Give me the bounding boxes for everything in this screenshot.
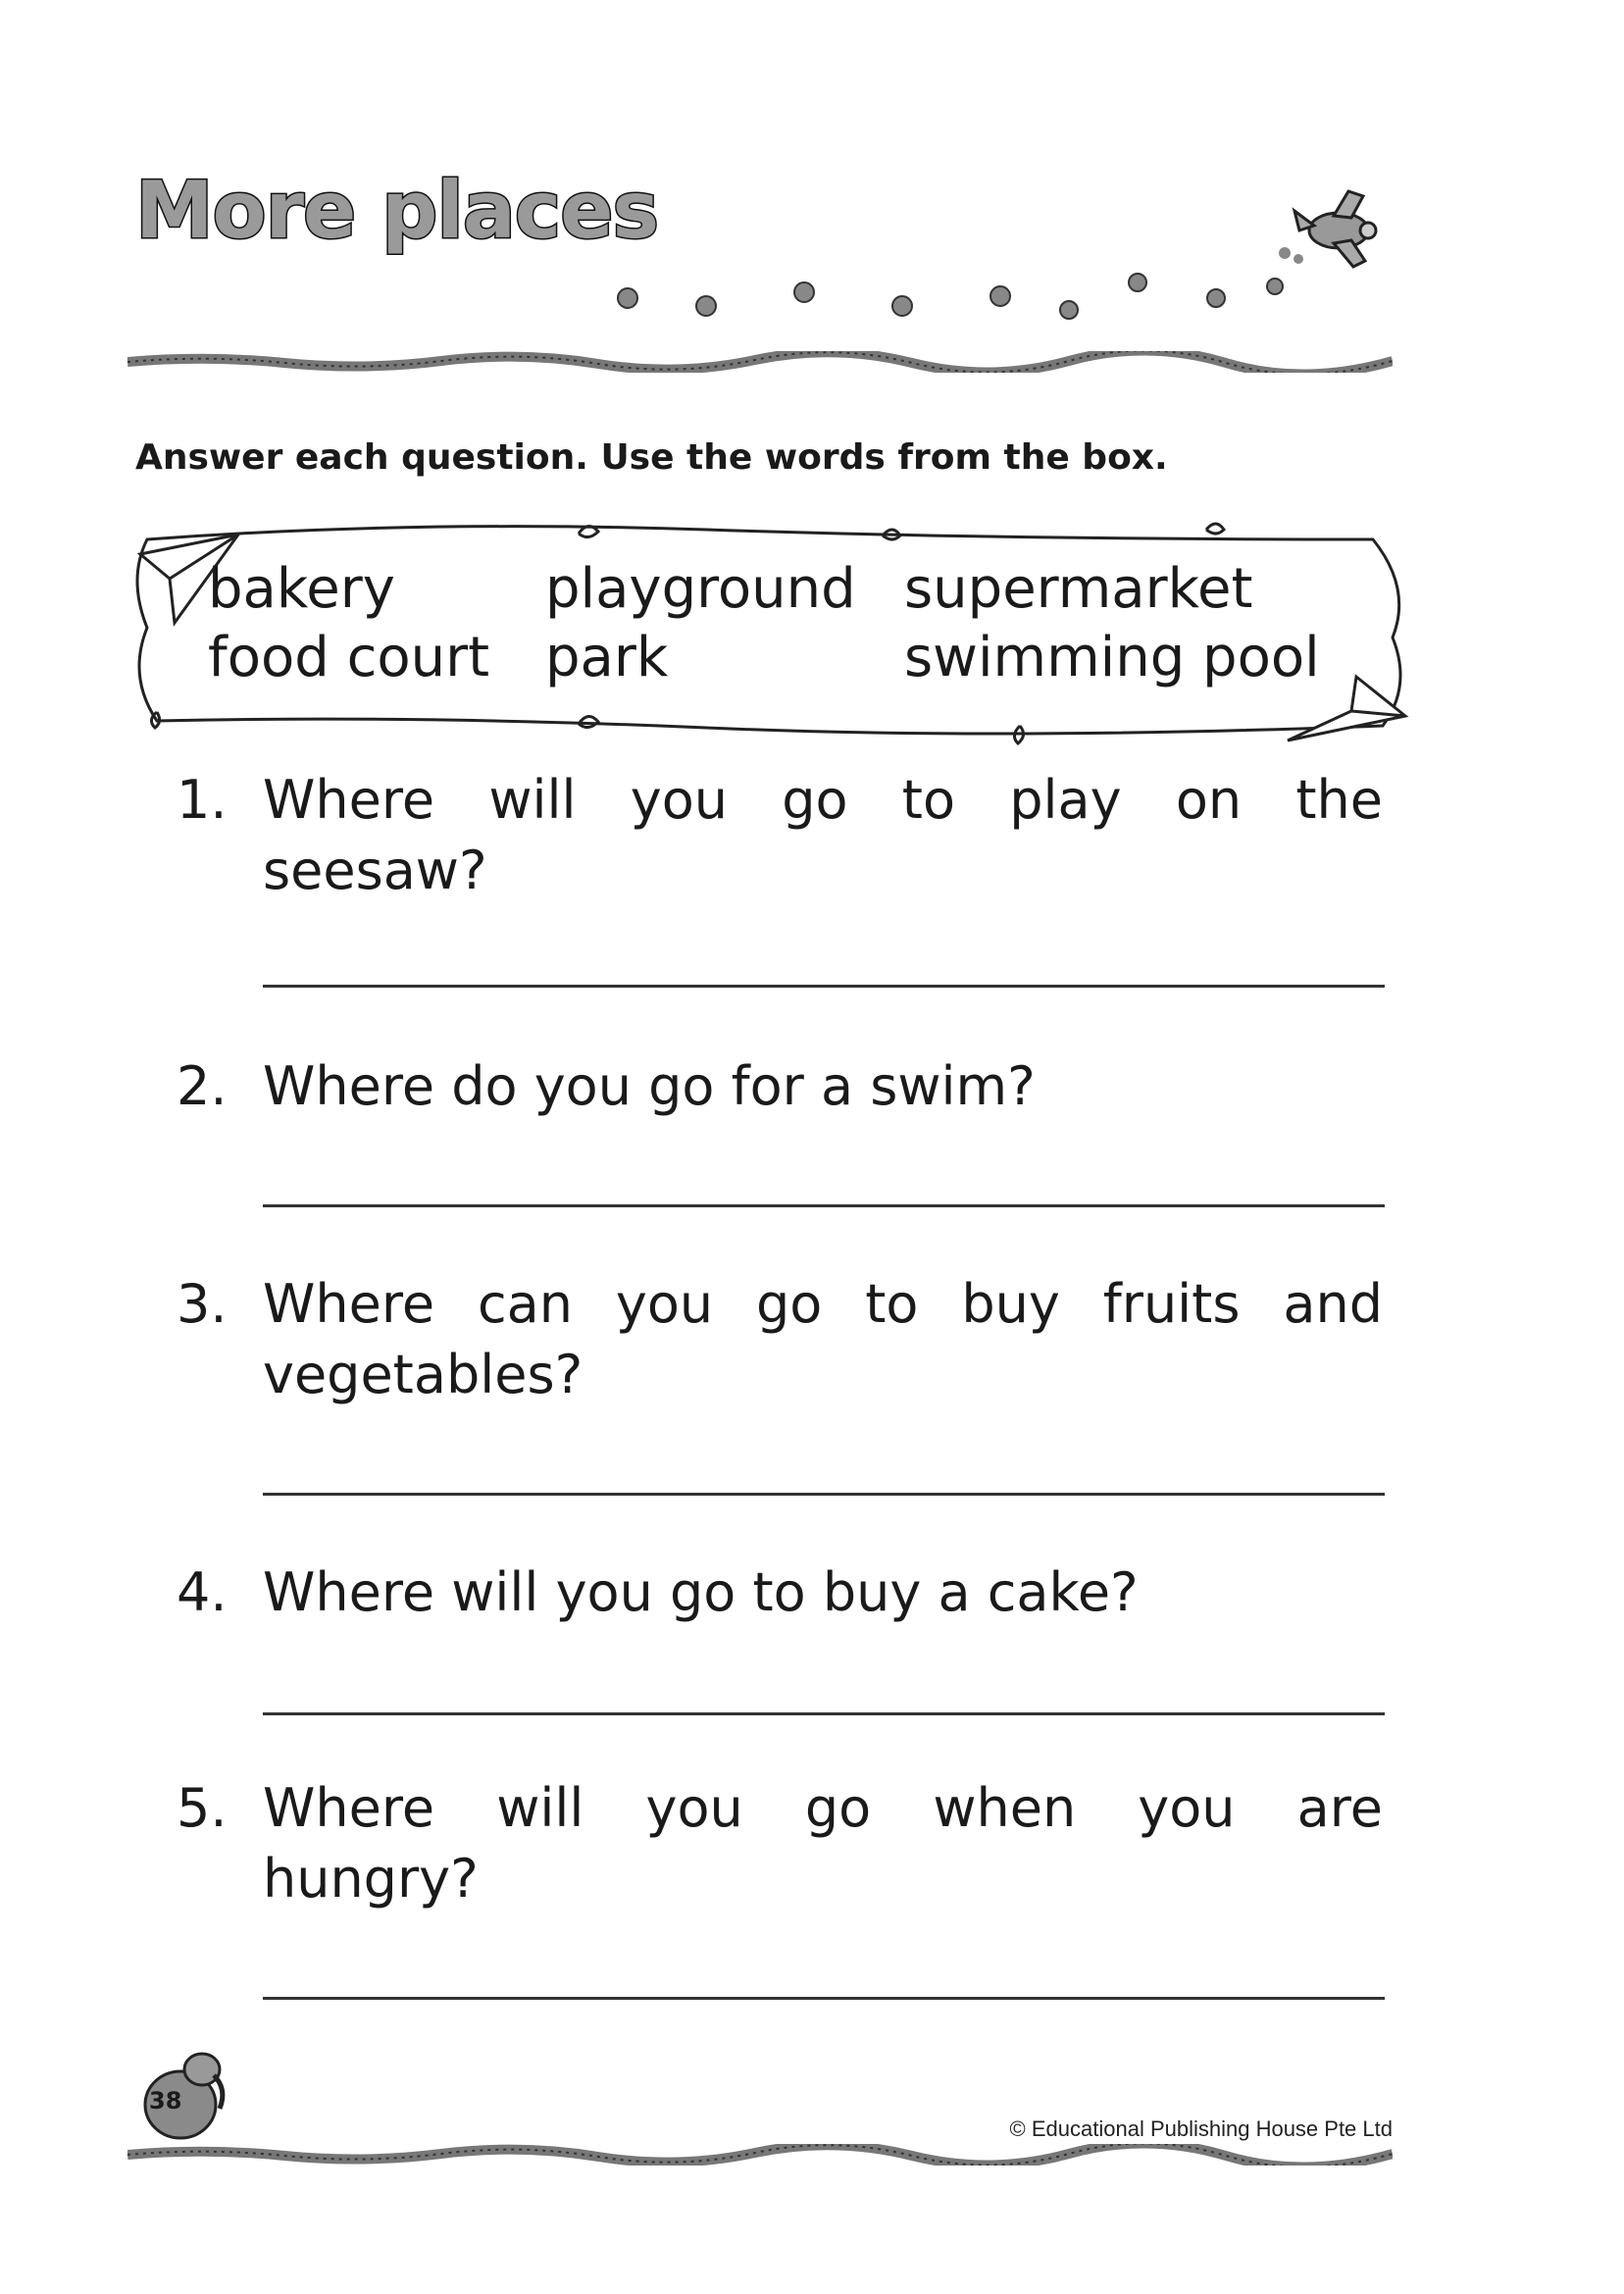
answer-line-5[interactable] <box>263 1997 1385 2000</box>
word-food-court: food court <box>208 626 490 689</box>
flower-icon <box>588 265 1294 333</box>
question-2 <box>177 1051 1383 1122</box>
question-1 <box>177 765 1383 906</box>
answer-line-3[interactable] <box>263 1493 1385 1496</box>
question-text: Where can you go to buy fruits and vegetables? <box>263 1273 1383 1405</box>
word-playground: playground <box>545 557 856 621</box>
word-park: park <box>545 626 669 689</box>
answer-line-4[interactable] <box>263 1712 1385 1715</box>
page-number: 38 <box>149 2087 182 2115</box>
question-number: 3. <box>177 1273 228 1335</box>
question-4 <box>177 1557 1383 1628</box>
word-swimming-pool: swimming pool <box>904 626 1320 689</box>
question-text: Where will you go to play on the seesaw? <box>263 769 1383 901</box>
airplane-icon <box>1275 186 1402 275</box>
question-number: 2. <box>177 1055 228 1117</box>
word-bakery: bakery <box>208 557 395 621</box>
elephant-icon <box>133 2040 231 2148</box>
question-3 <box>177 1269 1383 1410</box>
question-number: 1. <box>177 769 228 831</box>
copyright-text: © Educational Publishing House Pte Ltd <box>1009 2116 1393 2141</box>
question-number: 5. <box>177 1777 228 1839</box>
word-supermarket: supermarket <box>904 557 1253 621</box>
question-text: Where do you go for a swim? <box>263 1055 1036 1117</box>
question-number: 4. <box>177 1561 228 1623</box>
instruction-text: Answer each question. Use the words from the box. <box>135 437 1168 478</box>
page-title: More places <box>135 165 659 256</box>
question-5 <box>177 1773 1383 1914</box>
answer-line-1[interactable] <box>263 985 1385 988</box>
header-divider <box>127 351 1393 373</box>
footer-divider <box>127 2144 1393 2166</box>
question-text: Where will you go to buy a cake? <box>263 1561 1139 1623</box>
answer-line-2[interactable] <box>263 1204 1385 1207</box>
question-text: Where will you go when you are hungry? <box>263 1777 1383 1910</box>
